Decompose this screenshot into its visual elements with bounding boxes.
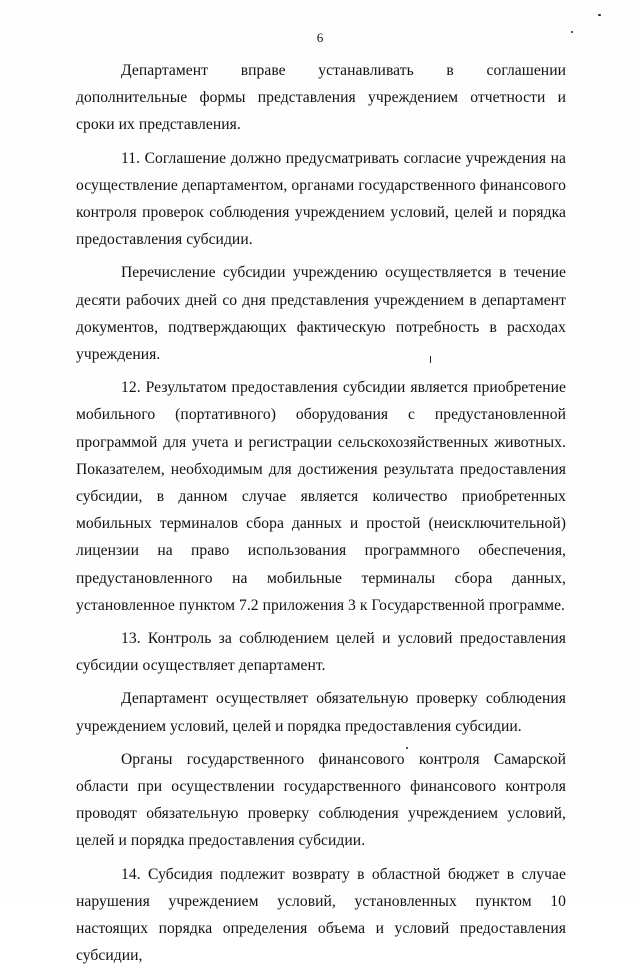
paragraph: Департамент осуществляет обязательную проверку соблюдения учреждением условий, целей и порядка предоставления субсидии. — [76, 690, 566, 735]
paragraph: Перечисление субсидии учреждению осуществляется в течение десяти рабочих дней со дня представления учреждением в департамент документов, подтверждающих фактическую потребность в расходах учреждения. — [76, 264, 566, 364]
scan-speck — [571, 31, 573, 33]
scan-speck — [598, 14, 601, 16]
page-number: 6 — [316, 30, 324, 45]
document-body — [76, 57, 566, 970]
paragraph: 12. Результатом предоставления субсидии является приобретение мобильного (портативного) оборудования с предустановленной программой для учета и регистрации сельскохозяйственных животных. Показателем, необходимым для достижения результата предоставления субсидии, в данном случае является количество приобретенных мобильных терминалов сбора данных и простой (неисключительной) лицензии на право использования программного обеспечения, предустановленного на мобильные терминалы сбора данных, установленное пунктом 7.2 приложения 3 к Государственной программе. — [76, 379, 566, 614]
paragraph: 11. Соглашение должно предусматривать согласие учреждения на осуществление департаментом, органами государственного финансового контроля проверок соблюдения учреждением условий, целей и порядка предоставления субсидии. — [76, 149, 566, 249]
paragraph: Департамент вправе устанавливать в соглашении дополнительные формы представления учреждением отчетности и сроки их представления. — [76, 62, 566, 134]
paragraph: 14. Субсидия подлежит возврату в областной бюджет в случае нарушения учреждением условий, установленных пунктом 10 настоящих порядка определения объема и условий предоставления субсидии, — [76, 865, 566, 965]
paragraph: 13. Контроль за соблюдением целей и условий предоставления субсидии осуществляет департамент. — [76, 630, 566, 675]
paragraph: Органы государственного финансового контроля Самарской области при осуществлении государственного финансового контроля проводят обязательную проверку соблюдения учреждением условий, целей и порядка предоставления субсидии. — [76, 750, 566, 850]
